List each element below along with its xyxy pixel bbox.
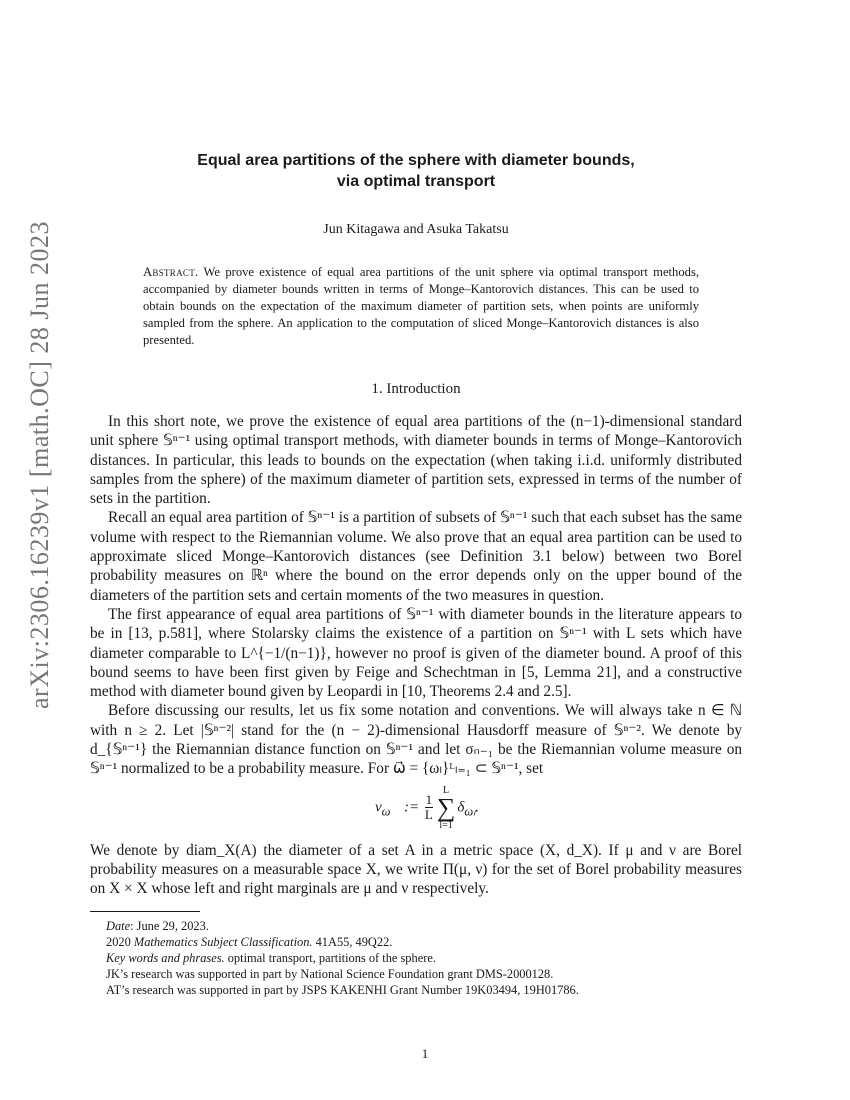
eq-frac-num: 1 xyxy=(425,792,433,808)
eq-def: := xyxy=(400,799,423,816)
footnote-date-value: : June 29, 2023. xyxy=(130,918,209,933)
footnote-msc-label: Mathematics Subject Classification. xyxy=(133,934,313,949)
paragraph-3: The first appearance of equal area partitions of 𝕊ⁿ⁻¹ with diameter bounds in the literature appears to be in [13, p.581], where Stolarsky claims the existence of a partition on 𝕊ⁿ⁻¹ with L sets which have diameter comparable to L^{−1/(n−1)}, however no proof is given of the diameter bound. A proof of this bound seems to have been first given by Feige and Schechtman in [5, Lemma 21], and a constructive method with diameter bound given by Leopardi in [10, Theorems 2.4 and 2.5]. xyxy=(90,605,742,701)
eq-period: . xyxy=(475,799,479,816)
eq-sum-bottom: l=1 xyxy=(439,819,453,831)
authors: Jun Kitagawa and Asuka Takatsu xyxy=(323,222,509,237)
arxiv-identifier: arXiv:2306.16239v1 [math.OC] 28 Jun 2023 xyxy=(25,221,54,709)
eq-sum-top: L xyxy=(443,784,450,796)
eq-frac-den: L xyxy=(424,807,433,823)
abstract-heading: Abstract. xyxy=(143,265,199,279)
eq-delta: δ xyxy=(457,799,465,816)
eq-nu: ν xyxy=(375,799,382,816)
abstract xyxy=(143,264,699,349)
footnote-jk-funding: JK’s research was supported in part by National Science Foundation grant DMS-2000128. xyxy=(106,966,554,981)
eq-sum xyxy=(437,785,456,831)
eq-nu-sub: ω⃗ xyxy=(381,804,401,819)
paper-page xyxy=(90,150,742,998)
footnote-msc-prefix: 2020 xyxy=(106,934,134,949)
footnote-keywords-label: Key words and phrases. xyxy=(106,950,225,965)
paragraph-1: In this short note, we prove the existence of equal area partitions of the (n−1)-dimensional standard unit sphere 𝕊ⁿ⁻¹ using optimal transport methods, with diameter bounds in terms of Monge–Kantorovich distances. In particular, this leads to bounds on the expectation (when taking i.i.d. uniformly distributed samples from the sphere) of the maximum diameter of partition sets, expressed in terms of the number of sets in the partition. xyxy=(90,413,742,508)
footnote-keywords xyxy=(90,950,742,966)
footnote-keywords-value: optimal transport, partitions of the sphere. xyxy=(224,950,436,965)
footnotes xyxy=(90,918,742,998)
paragraph-4: Before discussing our results, let us fix some notation and conventions. We will always take n ∈ ℕ with n ≥ 2. Let |𝕊ⁿ⁻²| stand for the (n − 2)-dimensional Hausdorff measure of 𝕊ⁿ⁻². We denote by d_{𝕊ⁿ⁻¹} the Riemannian distance function on 𝕊ⁿ⁻¹ and let σₙ₋₁ be the Riemannian volume measure on 𝕊ⁿ⁻¹ normalized to be a probability measure. For ω⃗ = {ωₗ}ᴸₗ₌₁ ⊂ 𝕊ⁿ⁻¹, set xyxy=(90,702,742,778)
paper-title xyxy=(90,150,742,192)
footnote-msc-value: 41A55, 49Q22. xyxy=(312,934,393,949)
eq-sum-symbol: ∑ xyxy=(436,792,456,822)
display-equation xyxy=(90,785,742,831)
abstract-text: We prove existence of equal area partitions of the unit sphere via optimal transport methods, accompanied by diameter bounds written in terms of Monge–Kantorovich distances. This can be used to obtain bounds on the expectation of the maximum diameter of partition sets, when points are uniformly sampled from the sphere. An application to the computation of sliced Monge–Kantorovich distances is also presented. xyxy=(143,265,699,347)
title-line-2: via optimal transport xyxy=(336,173,496,190)
eq-delta-sub: ωₗ xyxy=(464,804,476,819)
paragraph-2: Recall an equal area partition of 𝕊ⁿ⁻¹ is a partition of subsets of 𝕊ⁿ⁻¹ such that each subset has the same volume with respect to the Riemannian volume. We also prove that an equal area partition can be used to approximate sliced Monge–Kantorovich distances (see Definition 3.1 below) between two Borel probability measures on ℝⁿ where the bound on the error depends only on the upper bound of the diameters of the partition sets and certain moments of the two measures in question. xyxy=(90,509,742,604)
footnote-divider xyxy=(90,911,200,912)
footnote-msc xyxy=(90,934,742,950)
paragraph-5: We denote by diam_X(A) the diameter of a set A in a metric space (X, d_X). If μ and ν are Borel probability measures on a measurable space X, we write Π(μ, ν) for the set of Borel probability measures on X × X whose left and right marginals are μ and ν respectively. xyxy=(90,841,742,898)
arxiv-sidebar-stamp xyxy=(18,221,62,709)
footnote-at-funding: AT’s research was supported in part by JSPS KAKENHI Grant Number 19K03494, 19H01786. xyxy=(106,982,579,997)
page-number: 1 xyxy=(421,1046,429,1061)
section-heading: 1. Introduction xyxy=(371,381,461,397)
title-line-1: Equal area partitions of the sphere with diameter bounds, xyxy=(197,152,635,169)
footnote-date xyxy=(90,918,742,934)
eq-fraction xyxy=(425,793,433,822)
footnote-date-label: Date xyxy=(106,918,131,933)
